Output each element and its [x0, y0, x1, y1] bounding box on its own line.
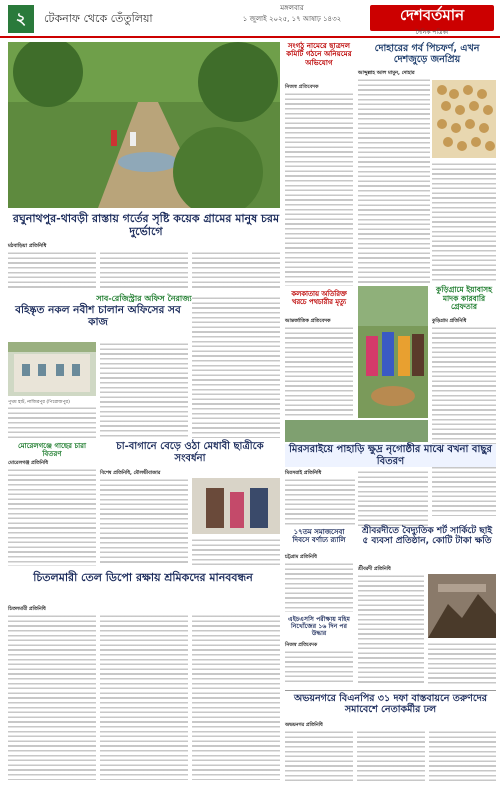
oil-headline: চিতলমারী তেল ডিপো রক্ষায় শ্রমিকদের মানববন্ধন: [33, 571, 253, 584]
tree-headline: মোরেলগঞ্জে গাছের চারা বিতরণ: [17, 442, 87, 459]
bnp-body-3: [429, 730, 496, 782]
samaj-headline: ১৭তম সমাজসেবা দিবসে বর্ণাঢ্য র‍্যালি: [292, 528, 346, 545]
pichforn-body: [358, 78, 430, 283]
mirsarai-body-2: [358, 470, 428, 526]
hsc-byline: নিজস্ব প্রতিবেদক: [285, 643, 318, 648]
mirsarai-headline: মিরসরাইয়ে পাহাড়ি ক্ষুদ্র নৃগোষ্ঠীর মাঝে বখনা বাছুর বিতরণ: [285, 444, 496, 467]
fire-photo: [428, 574, 496, 638]
pichforn-headline: দোহারের গর্ব পিচফর্ণ, এখন দেশজুড়ে জনপ্রিয়: [374, 43, 480, 65]
oil-body-3: [192, 614, 280, 780]
mirsarai-photo: [358, 286, 428, 418]
road-body-3: [192, 251, 280, 291]
mirsarai-body-1: [285, 478, 355, 526]
road-headline: রঘুনাথপুর-থাবড়ী রাস্তায় গর্তের সৃষ্টি কয়েক গ্রামের মানুষ চরম দুর্ভোগে: [12, 212, 280, 238]
bnp-body-2: [357, 730, 425, 782]
subreg-kicker: সাব-রেজিস্ট্রার অফিস নৈরাজ্য: [96, 294, 192, 303]
road-photo: [8, 42, 280, 208]
hsc-body: [285, 650, 353, 684]
tea-image: [192, 478, 280, 534]
sanghu-body: [285, 92, 353, 286]
subreg-caption: পুথম হাট, নাজিরপুর (পিরোজপুর): [8, 400, 70, 405]
brand-subtitle: দৈনিক পত্রিকা: [415, 29, 449, 36]
oil-byline: চিতলমারী প্রতিনিধি: [8, 607, 46, 612]
samaj-body: [285, 562, 353, 612]
bnp-byline: অভয়নগর প্রতিনিধি: [285, 723, 323, 728]
tree-byline: মোরেলগঞ্জ প্রতিনিধি: [8, 461, 48, 466]
kurigram-headline: কুড়িগ্রামে ইয়াবাসহ মাদক কারবারি গ্রেফতার: [435, 285, 493, 312]
subreg-body-2: [192, 296, 280, 438]
fire-body-2: [428, 642, 496, 684]
tree-body: [8, 468, 96, 566]
tea-headline: চা-বাগানে বেড়ে ওঠা মেধাবী ছাত্রীকে সংবর্ধনা: [116, 441, 264, 464]
oil-body-2: [100, 614, 188, 780]
samaj-byline: চট্টগ্রাম প্রতিনিধি: [285, 555, 317, 560]
pichforn-image: [432, 80, 496, 158]
page-number: ২: [8, 5, 34, 33]
subreg-body-3: [8, 406, 96, 438]
date-weekday: মঙ্গলবার: [280, 4, 304, 12]
section-title: টেকনাফ থেকে তেঁতুলিয়া: [44, 12, 153, 25]
road-body-2: [100, 251, 188, 291]
mirsarai-photo-2: [285, 420, 428, 442]
subreg-photo: [8, 342, 96, 396]
subreg-headline: বহিষ্কৃত নকল নবীশ চালান অফিসের সব কাজ: [15, 304, 181, 329]
oil-body-1: [8, 614, 96, 780]
pichforn-photo: [432, 80, 496, 158]
fire-body-1: [358, 574, 424, 684]
date-full: ১ জুলাই ২০২৫, ১৭ আষাঢ় ১৪৩২: [242, 15, 342, 23]
road-body-1: [8, 251, 96, 291]
kurigram-body: [432, 326, 496, 516]
kalkin-byline: আন্তর্জাতিক প্রতিবেদক: [285, 318, 331, 324]
mirsarai-image-2: [285, 420, 428, 442]
tea-body-2: [192, 538, 280, 566]
subreg-body-1: [100, 342, 188, 438]
hsc-headline: এইচএসসি পরীক্ষায় মহিম নিখোঁজের ১৬ দিন পর উদ্ধার: [288, 616, 350, 638]
fire-image: [428, 574, 496, 638]
road-byline: মঠবাড়িয়া প্রতিনিধি: [8, 243, 47, 249]
sanghu-headline: সংগঠু নামেরে ছাত্রদল কমিটি গঠনে অনিয়মের অভিযোগ: [286, 41, 352, 67]
sanghu-byline: নিজস্ব প্রতিবেদক: [285, 84, 319, 90]
kurigram-byline: কুড়িগ্রাম প্রতিনিধি: [432, 319, 467, 324]
mirsarai-byline: মিরসরাই প্রতিনিধি: [285, 470, 322, 476]
mirsarai-image: [358, 286, 428, 418]
fire-byline: শ্রীবরদী প্রতিনিধি: [358, 567, 391, 572]
brand-logo: দেশবর্তমান: [370, 5, 494, 31]
tea-photo: [192, 478, 280, 534]
subreg-image: [8, 342, 96, 396]
bnp-headline: অভয়নগরে বিএনপির ৩১ দফা বাস্তবায়নে তরুণদের সমাবেশে নেতাকর্মীর ঢল: [285, 690, 496, 716]
tea-body-1: [100, 478, 188, 566]
kalkin-body: [285, 326, 353, 416]
fire-headline: শ্রীবরদীতে বৈদ্যুতিক শর্ট সার্কিটে ছাই ৫ ব্যবসা প্রতিষ্ঠান, কোটি টাকা ক্ষতি: [361, 526, 493, 547]
pichforn-byline: আব্দুল্লাহ আল মামুন, দোহার: [358, 70, 415, 76]
bnp-body-1: [285, 730, 353, 782]
pichforn-body-2: [432, 162, 496, 282]
road-photo-image: [8, 42, 280, 208]
tea-byline: বিশেষ প্রতিনিধি, মৌলভীবাজার: [100, 471, 161, 476]
kalkin-headline: কলকাতায় অতিরিক্ত খরচে পথচারীর মৃত্যু: [291, 290, 347, 306]
date-line: [232, 3, 352, 25]
